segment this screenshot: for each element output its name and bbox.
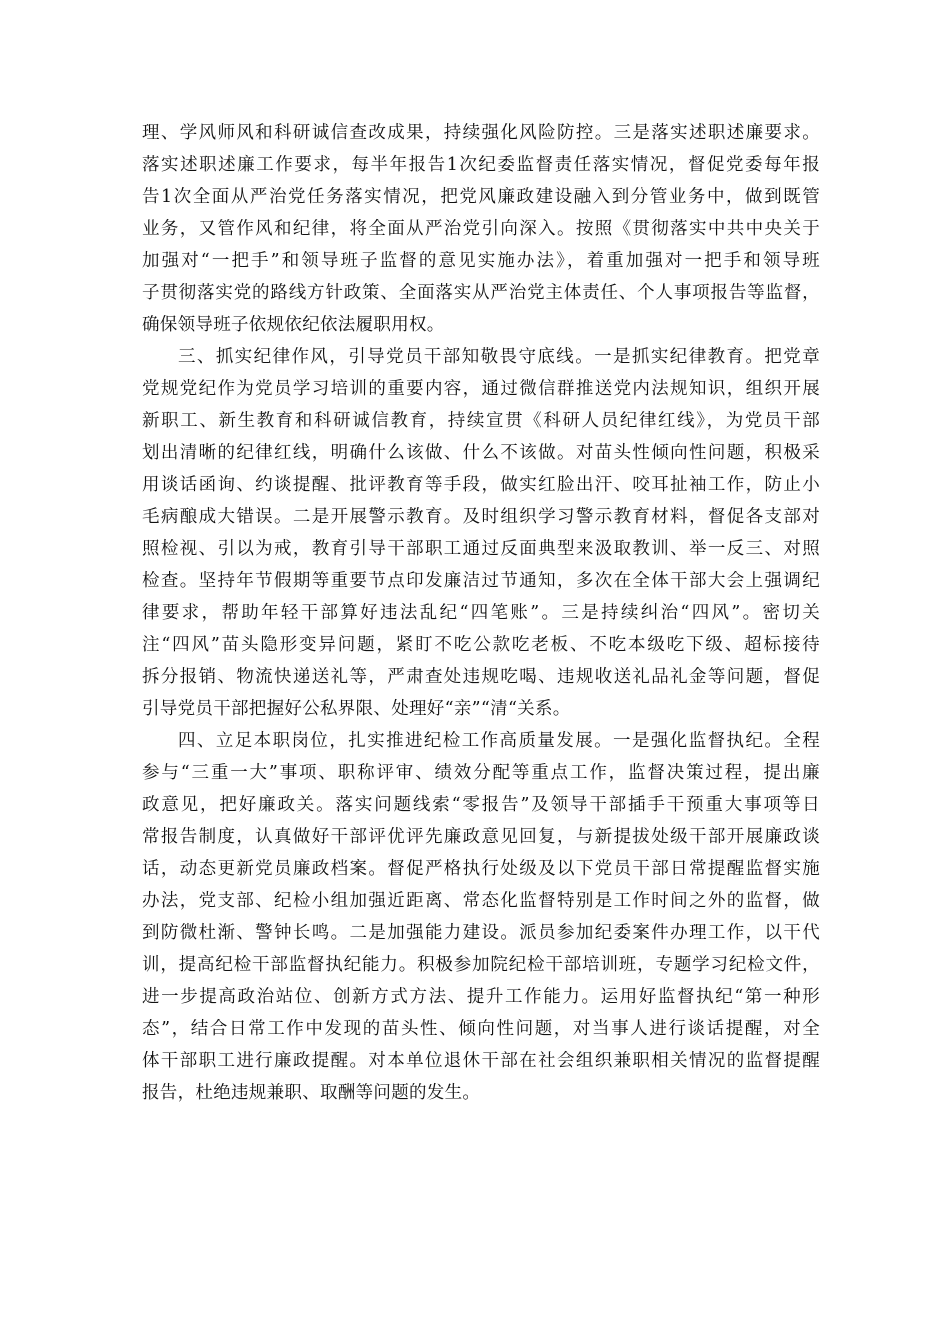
paragraph-line: 办法，党支部、纪检小组加强近距离、常态化监督特别是工作时间之外的监督，做 — [142, 891, 820, 911]
paragraph-line: 拆分报销、物流快递送礼等，严肃查处违规吃喝、违规收送礼品礼金等问题，督促 — [142, 667, 820, 687]
paragraph-line: 落实述职述廉工作要求，每半年报告1次纪委监督责任落实情况，督促党委每年报 — [142, 155, 820, 175]
paragraph-line: 注“四风”苗头隐形变异问题，紧盯不吃公款吃老板、不吃本级吃下级、超标接待 — [142, 635, 820, 655]
paragraph-line: 四、立足本职岗位，扎实推进纪检工作高质量发展。一是强化监督执纪。全程 — [178, 731, 820, 751]
paragraph-line: 加强对“一把手”和领导班子监督的意见实施办法》，着重加强对一把手和领导班 — [142, 251, 820, 271]
paragraph — [142, 117, 820, 341]
paragraph-line: 确保领导班子依规依纪依法履职用权。 — [142, 315, 445, 335]
paragraph-line: 新职工、新生教育和科研诚信教育，持续宣贯《科研人员纪律红线》，为党员干部 — [142, 411, 820, 431]
paragraph-line: 三、抓实纪律作风，引导党员干部知敬畏守底线。一是抓实纪律教育。把党章 — [178, 347, 820, 367]
paragraph-line: 进一步提高政治站位、创新方式方法、提升工作能力。运用好监督执纪“第一种形 — [142, 987, 820, 1007]
paragraph-line: 律要求，帮助年轻干部算好违法乱纪“四笔账”。三是持续纠治“四风”。密切关 — [142, 603, 820, 623]
paragraph-line: 报告，杜绝违规兼职、取酬等问题的发生。 — [142, 1083, 481, 1103]
paragraph-line: 用谈话函询、约谈提醒、批评教育等手段，做实红脸出汗、咬耳扯袖工作，防止小 — [142, 475, 820, 495]
paragraph-line: 业务，又管作风和纪律，将全面从严治党引向深入。按照《贯彻落实中共中央关于 — [142, 219, 820, 239]
paragraph-line: 检查。坚持年节假期等重要节点印发廉洁过节通知，多次在全体干部大会上强调纪 — [142, 571, 820, 591]
paragraph-line: 告1次全面从严治党任务落实情况，把党风廉政建设融入到分管业务中，做到既管 — [142, 187, 820, 207]
paragraph-line: 划出清晰的纪律红线，明确什么该做、什么不该做。对苗头性倾向性问题，积极采 — [142, 443, 820, 463]
paragraph-line: 理、学风师风和科研诚信查改成果，持续强化风险防控。三是落实述职述廉要求。 — [142, 123, 820, 143]
paragraph-line: 参与“三重一大”事项、职称评审、绩效分配等重点工作，监督决策过程，提出廉 — [142, 763, 820, 783]
paragraph-line: 子贯彻落实党的路线方针政策、全面落实从严治党主体责任、个人事项报告等监督， — [142, 283, 820, 303]
paragraph-line: 体干部职工进行廉政提醒。对本单位退休干部在社会组织兼职相关情况的监督提醒 — [142, 1051, 820, 1071]
paragraph-line: 常报告制度，认真做好干部评优评先廉政意见回复，与新提拔处级干部开展廉政谈 — [142, 827, 820, 847]
paragraph — [142, 341, 820, 725]
paragraph-line: 引导党员干部把握好公私界限、处理好“亲”“清“关系。 — [142, 699, 571, 719]
paragraph-line: 党规党纪作为党员学习培训的重要内容，通过微信群推送党内法规知识，组织开展 — [142, 379, 820, 399]
paragraph-line: 到防微杜渐、警钟长鸣。二是加强能力建设。派员参加纪委案件办理工作，以干代 — [142, 923, 820, 943]
paragraph — [142, 725, 820, 1109]
paragraph-line: 政意见，把好廉政关。落实问题线索“零报告”及领导干部插手干预重大事项等日 — [142, 795, 820, 815]
document-body — [142, 117, 820, 1109]
paragraph-line: 话，动态更新党员廉政档案。督促严格执行处级及以下党员干部日常提醒监督实施 — [142, 859, 820, 879]
paragraph-line: 训，提高纪检干部监督执纪能力。积极参加院纪检干部培训班，专题学习纪检文件， — [142, 955, 820, 975]
paragraph-line: 照检视、引以为戒，教育引导干部职工通过反面典型来汲取教训、举一反三、对照 — [142, 539, 820, 559]
paragraph-line: 态”，结合日常工作中发现的苗头性、倾向性问题，对当事人进行谈话提醒，对全 — [142, 1019, 820, 1039]
paragraph-line: 毛病酿成大错误。二是开展警示教育。及时组织学习警示教育材料，督促各支部对 — [142, 507, 820, 527]
